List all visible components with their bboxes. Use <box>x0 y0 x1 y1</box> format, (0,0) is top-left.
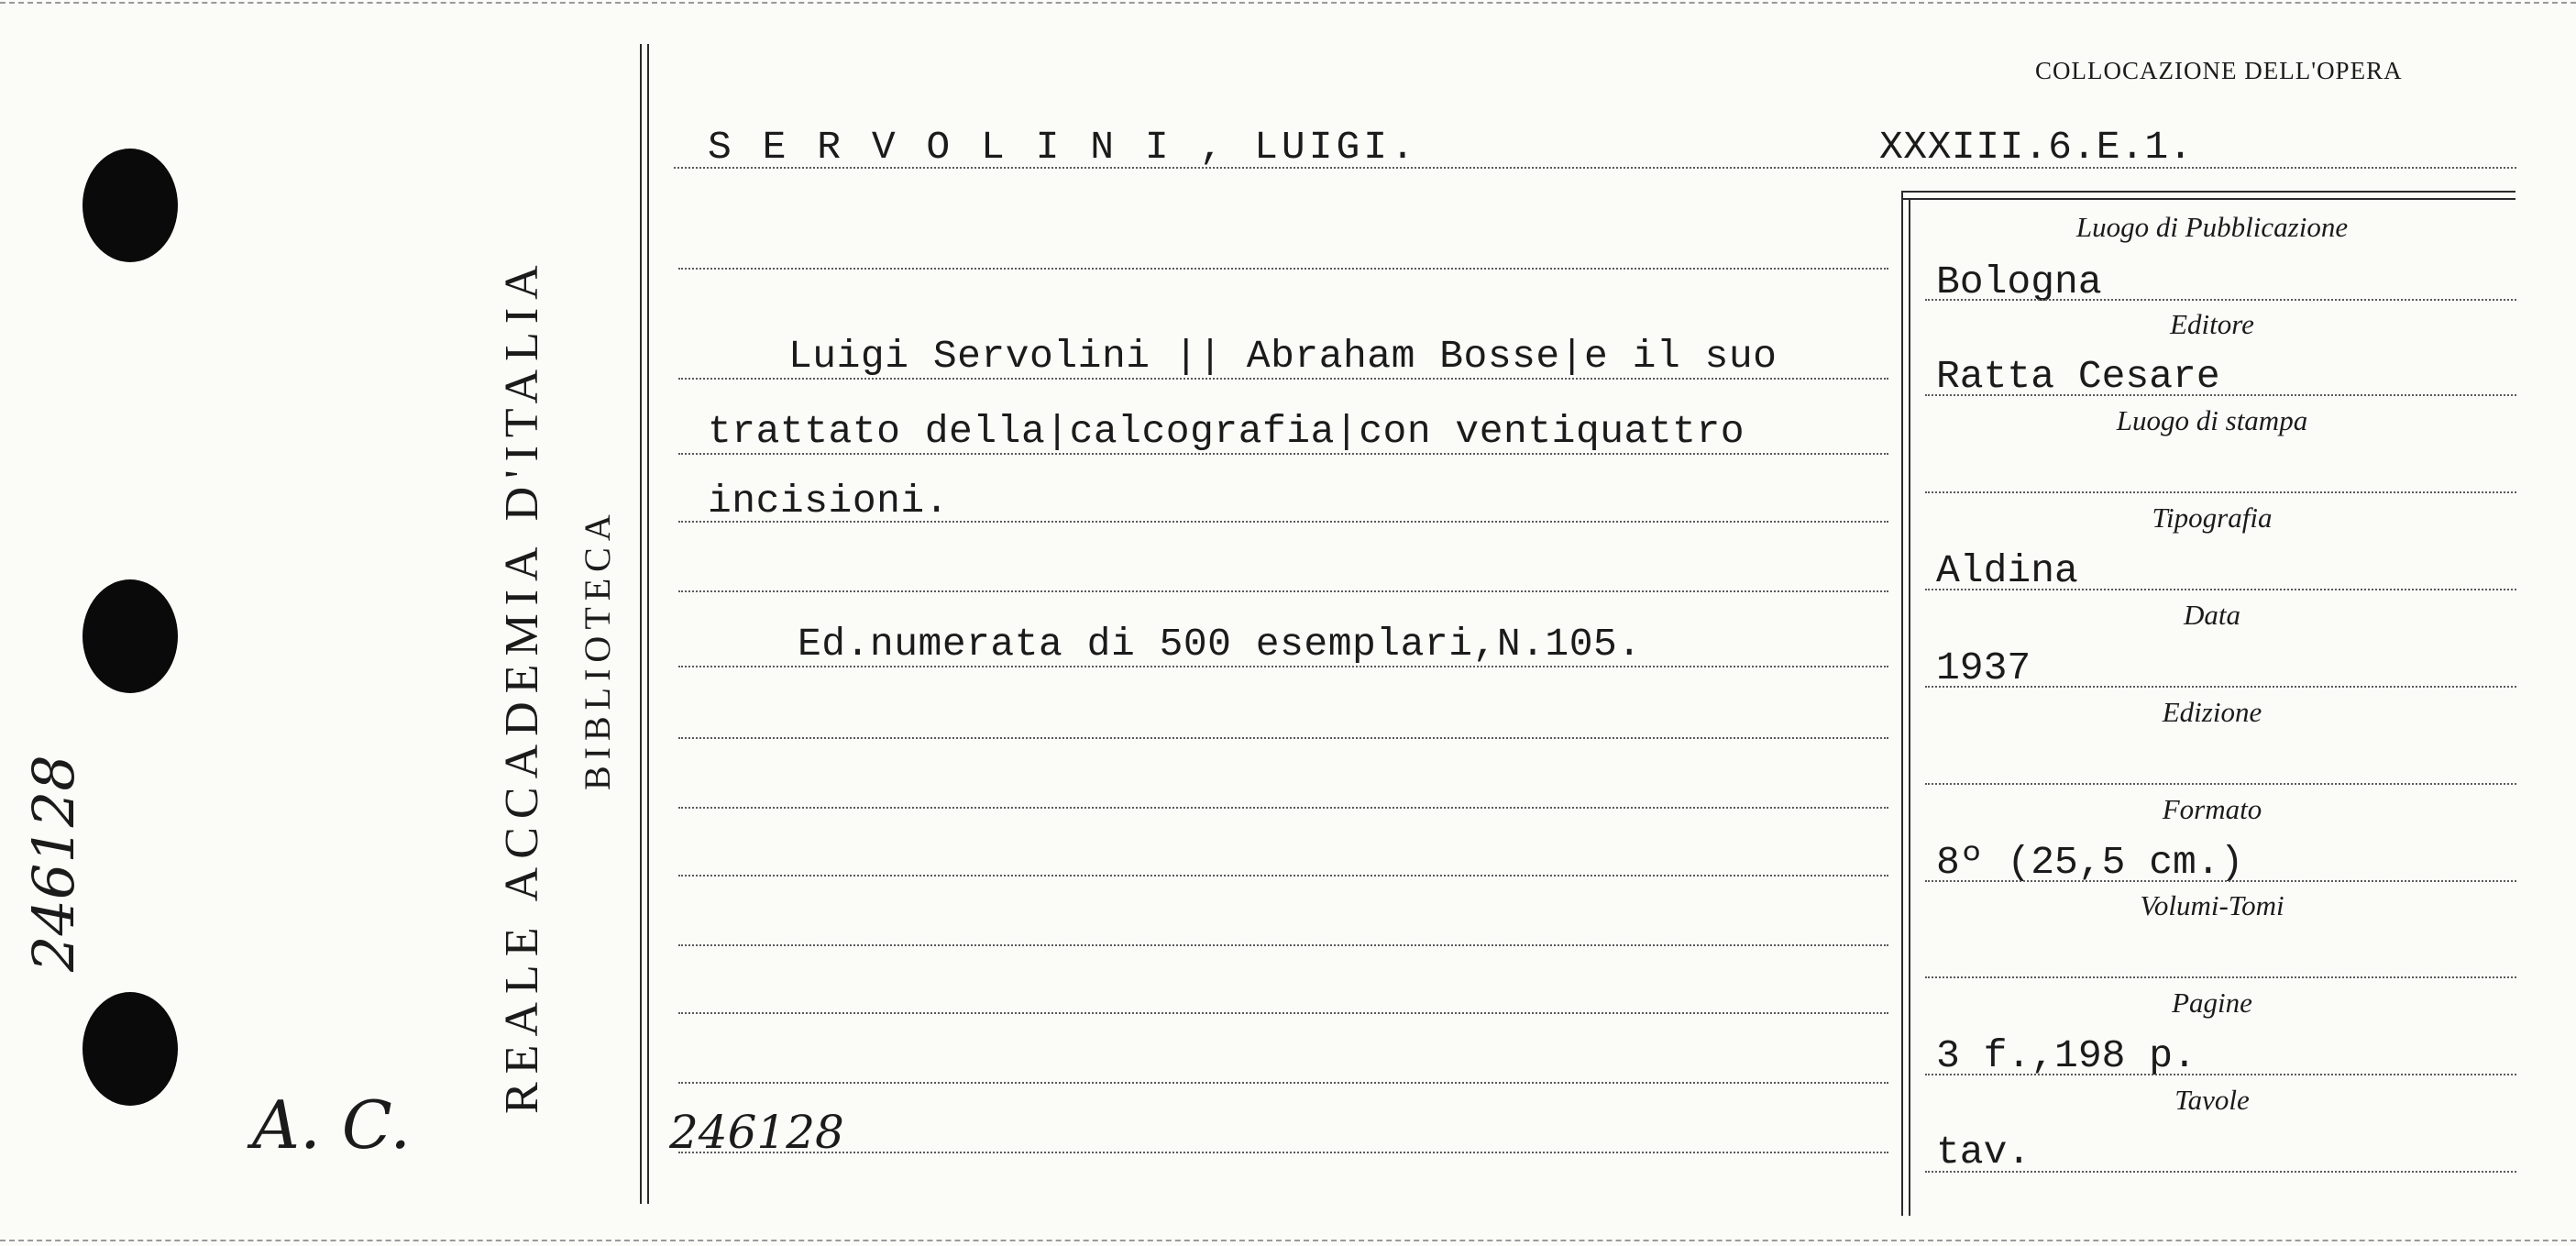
field-label: Luogo di Pubblicazione <box>2075 211 2349 243</box>
field-line <box>1925 686 2516 688</box>
title-line-1: Luigi Servolini || Abraham Bosse|e il suo <box>788 334 1778 379</box>
title-line-3: incisioni. <box>708 479 950 524</box>
field-value: Ratta Cesare <box>1936 354 2220 399</box>
author-heading: S E R V O L I N I , LUIGI. <box>708 125 1418 170</box>
shelfmark: XXXIII.6.E.1. <box>1879 125 2193 170</box>
field-label: Editore <box>2170 308 2254 340</box>
collocazione-label: COLLOCAZIONE DELL'OPERA <box>2035 57 2403 84</box>
field-line <box>1925 394 2516 396</box>
card-top-edge <box>0 2 2576 4</box>
body-line-9 <box>678 875 1888 877</box>
field-value: 8º (25,5 cm.) <box>1936 840 2244 885</box>
institution-department: BIBLIOTECA <box>577 508 618 790</box>
body-line-11 <box>678 1012 1888 1014</box>
left-rule-outer <box>640 44 642 1204</box>
field-label: Tipografia <box>2152 502 2273 534</box>
field-line <box>1925 976 2516 978</box>
body-line-8 <box>678 807 1888 809</box>
body-line-7 <box>678 737 1888 739</box>
field-label: Edizione <box>2162 696 2262 728</box>
author-line <box>674 167 2516 169</box>
field-label: Data <box>2184 599 2240 631</box>
field-value: Aldina <box>1936 548 2078 593</box>
right-box-rule-outer <box>1901 191 1903 1216</box>
field-line <box>1925 491 2516 493</box>
field-line <box>1925 299 2516 301</box>
body-line-13 <box>678 1152 1888 1153</box>
edition-note: Ed.numerata di 500 esemplari,N.105. <box>798 622 1642 667</box>
institution-name: REALE ACCADEMIA D'ITALIA <box>496 257 548 1114</box>
left-rule-inner <box>647 44 649 1204</box>
field-label: Luogo di stampa <box>2116 404 2308 436</box>
body-line-5 <box>678 590 1888 592</box>
field-line <box>1925 783 2516 785</box>
body-line-10 <box>678 944 1888 946</box>
body-line-1 <box>678 268 1888 270</box>
field-value: Bologna <box>1936 259 2102 304</box>
handwritten-initials: A. C. <box>252 1086 412 1163</box>
field-value: 3 f.,198 p. <box>1936 1033 2196 1078</box>
handwritten-inventory-number: 246128 <box>669 1106 844 1159</box>
card-bottom-edge <box>0 1240 2576 1241</box>
title-line-2: trattato della|calcografia|con ventiquattro <box>708 409 1745 454</box>
handwritten-inventory-vertical: 246128 <box>20 755 87 972</box>
right-box-top-rule <box>1901 191 2515 200</box>
punch-hole-bottom <box>83 992 178 1106</box>
punch-hole-top <box>83 149 178 262</box>
field-line <box>1925 589 2516 590</box>
body-line-12 <box>678 1082 1888 1084</box>
field-line <box>1925 880 2516 882</box>
field-value: tav. <box>1936 1130 2031 1174</box>
field-label: Formato <box>2162 793 2262 825</box>
field-line <box>1925 1171 2516 1173</box>
punch-hole-middle <box>83 579 178 693</box>
field-label: Volumi-Tomi <box>2140 889 2284 921</box>
field-label: Tavole <box>2174 1084 2250 1116</box>
field-line <box>1925 1074 2516 1075</box>
field-value: 1937 <box>1936 645 2031 690</box>
field-label: Pagine <box>2172 987 2252 1019</box>
